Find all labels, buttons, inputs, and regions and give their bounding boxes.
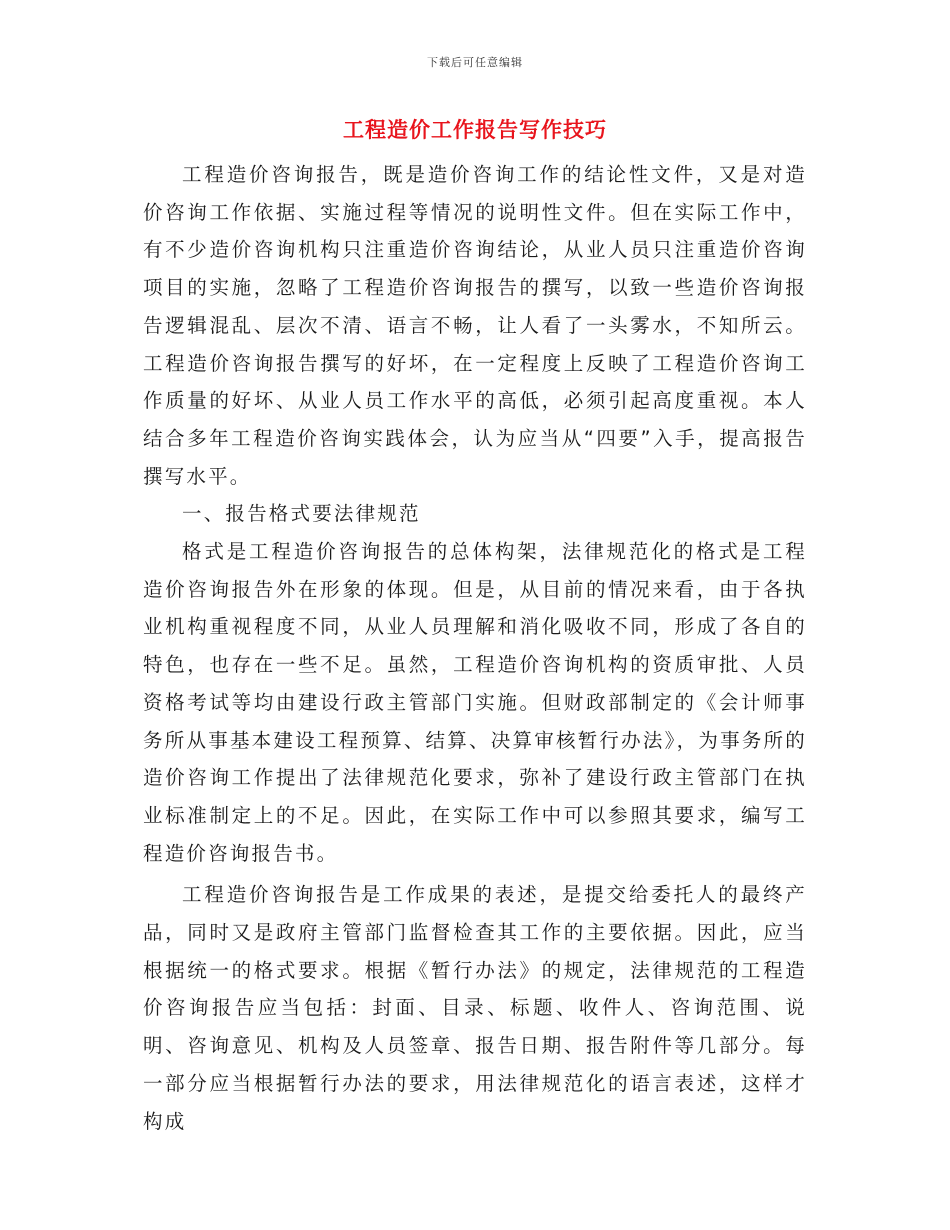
- section-heading-1: 一、报告格式要法律规范: [182, 502, 421, 526]
- paragraph-intro: 工程造价咨询报告，既是造价咨询工作的结论性文件，又是对造价咨询工作依据、实施过程等情况的说明性文件。但在实际工作中，有不少造价咨询机构只注重造价咨询结论，从业人员只注重造价咨询项目的实施，忽略了工程造价咨询报告的撰写，以致一些造价咨询报告逻辑混乱、层次不清、语言不畅，让人看了一头雾水，不知所云。工程造价咨询报告撰写的好坏，在一定程度上反映了工程造价咨询工作质量的好坏、从业人员工作水平的高低，必须引起高度重视。本人结合多年工程造价咨询实践体会，认为应当从“四要”入手，提高报告撰写水平。: [143, 163, 807, 488]
- header-note: 下载后可任意编辑: [427, 56, 523, 69]
- paragraph-format: 格式是工程造价咨询报告的总体构架，法律规范化的格式是工程造价咨询报告外在形象的体现。但是，从目前的情况来看，由于各执业机构重视程度不同，从业人员理解和消化吸收不同，形成了各自的特色，也存在一些不足。虽然，工程造价咨询机构的资质审批、人员资格考试等均由建设行政主管部门实施。但财政部制定的《会计师事务所从事基本建设工程预算、结算、决算审核暂行办法》，为事务所的造价咨询工作提出了法律规范化要求，弥补了建设行政主管部门在执业标准制定上的不足。因此，在实际工作中可以参照其要求，编写工程造价咨询报告书。: [143, 540, 807, 865]
- document-body: [143, 156, 807, 1140]
- paragraph-report-contents: 工程造价咨询报告是工作成果的表述，是提交给委托人的最终产品，同时又是政府主管部门监督检查其工作的主要依据。因此，应当根据统一的格式要求。根据《暂行办法》的规定，法律规范的工程造价咨询报告应当包括：封面、目录、标题、收件人、咨询范围、说明、咨询意见、机构及人员签章、报告日期、报告附件等几部分。每一部分应当根据暂行办法的要求，用法律规范化的语言表述，这样才构成: [143, 883, 807, 1133]
- document-title: 工程造价工作报告写作技巧: [343, 118, 607, 142]
